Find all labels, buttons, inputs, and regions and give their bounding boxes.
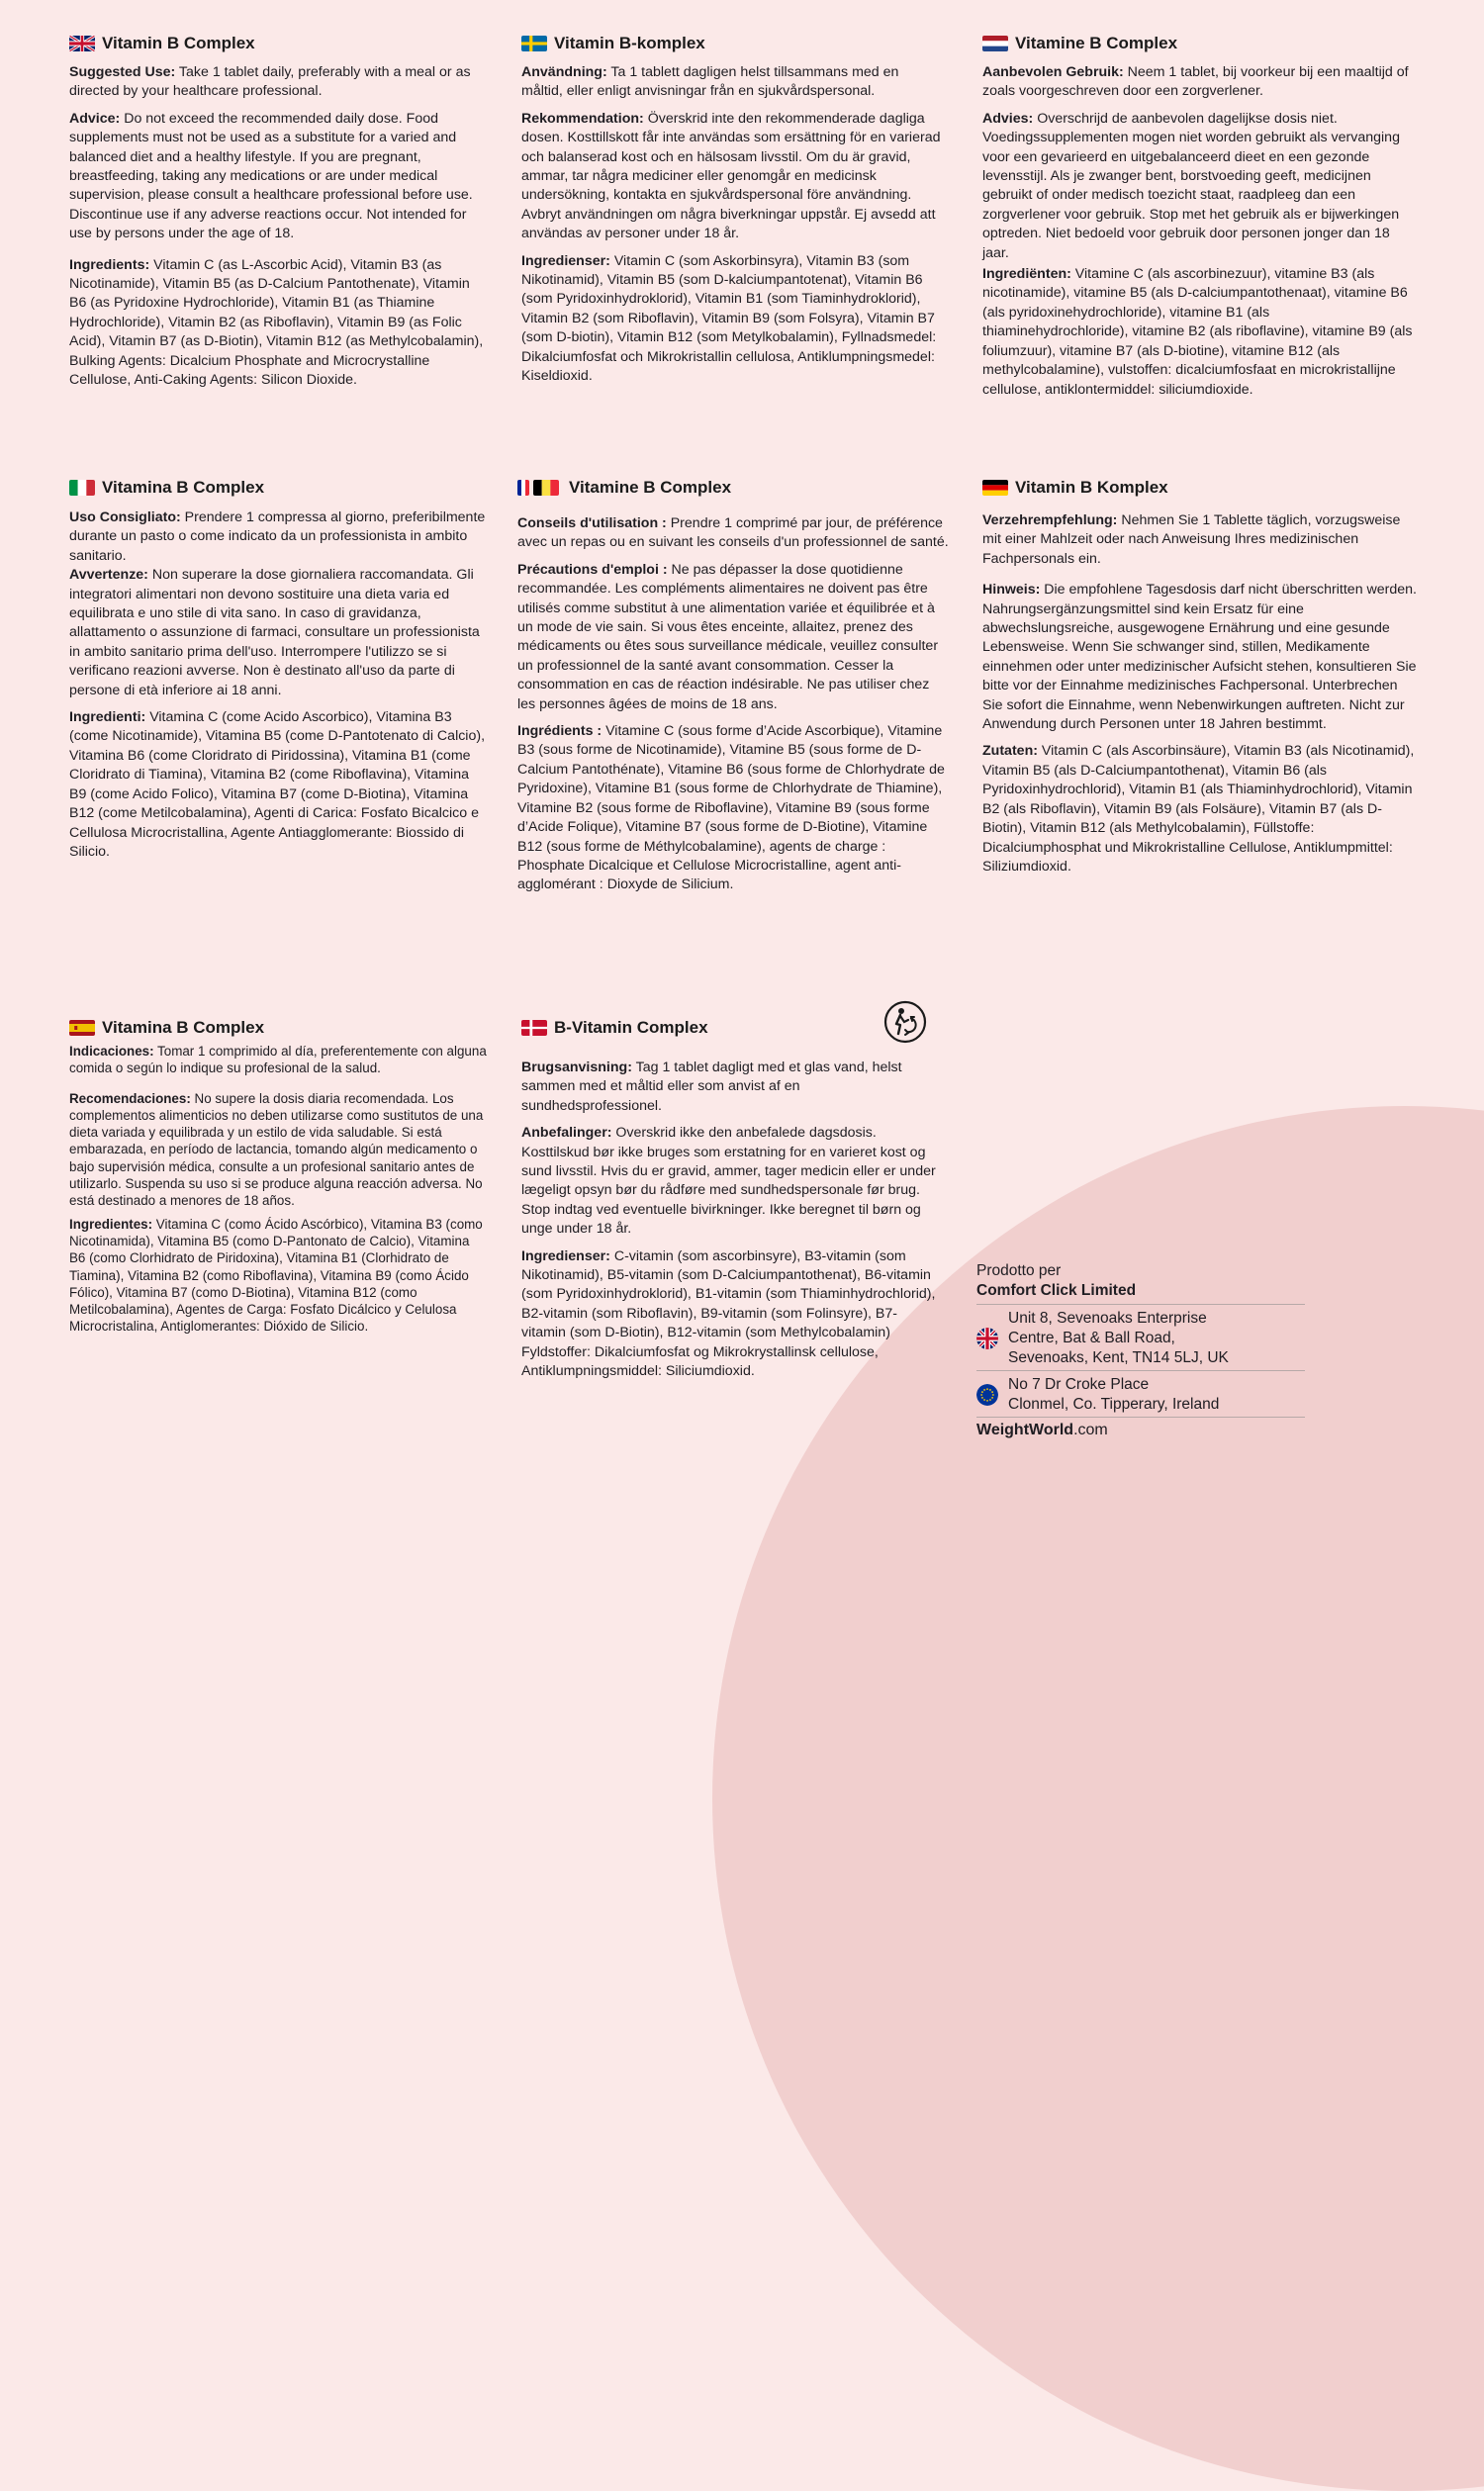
germany-flag-icon <box>982 480 1008 496</box>
produced-by-label: Prodotto per <box>976 1262 1062 1279</box>
section-french <box>517 476 950 895</box>
ingredients-paragraph: Ingredients: Vitamin C (as L-Ascorbic Acid), Vitamin B3 (as Nicotinamide), Vitamin B5 (as D-Calcium Pantothenate), Vitamin B6 (as Pyridoxine Hydrochloride), Vitamin B1 (as Thiamine Hydrochloride), Vitamin B2 (as Riboflavin), Vitamin B9 (as Folic Acid), Vitamin B7 (as D-Biotin), Vitamin B12 (as Methylcobalamin), Bulking Agents: Dicalcium Phosphate and Microcrystalline Cellulose, Anti-Caking Agents: Silicon Dioxide. <box>69 256 484 389</box>
spain-flag-icon <box>69 1020 95 1036</box>
manufacturer-info <box>976 1261 1305 1440</box>
section-title: Vitamin B Complex <box>102 34 255 52</box>
advice-paragraph: Advies: Overschrijd de aanbevolen dagelijkse dosis niet. Voedingssupplementen mogen niet worden gebruikt als vervanging voor een gevarieerd en uitgebalanceerd dieet en een gezonde levensstijl. Als je zwanger bent, borstvoeding geeft, medicijnen gebruikt of onder medisch toezicht staat, raadpleeg dan een zorgverlener voor gebruik. Stop met het gebruik als er bijwerkingen optreden. Niet bedoeld voor gebruik door personen jonger dan 18 jaar. <box>982 110 1400 261</box>
advice-paragraph: Hinweis: Die empfohlene Tagesdosis darf nicht überschritten werden. Nahrungsergänzungsmittel sind kein Ersatz für eine abwechslungsreiche, ausgewogene Ernährung und eine gesunde Lebensweise. Wenn Sie schwanger sind, stillen, Medikamente einnehmen oder unter medizinischer Aufsicht stehen, konsultieren Sie bitte vor der Einnahme medizinisches Fachpersonal. Unterbrechen Sie sofort die Einnahme, wenn Nebenwirkungen auftreten. Nicht zur Anwendung durch Personen unter 18 Jahren bestimmt. <box>982 582 1417 733</box>
belgium-flag-icon <box>533 480 559 496</box>
section-spanish <box>69 1016 487 1336</box>
usage-paragraph: Aanbevolen Gebruik: Neem 1 tablet, bij voorkeur bij een maaltijd of zoals voorgeschreven door een zorgverlener. <box>982 64 1409 100</box>
section-title: Vitamin B-komplex <box>554 34 705 52</box>
ingredients-paragraph: Ingredientes: Vitamina C (como Ácido Ascórbico), Vitamina B3 (como Nicotinamida), Vitamina B5 (como D-Pantonato de Calcio), Vitamina B6 (como Clorhidrato de Piridoxina), Vitamina B1 (Clorhidrato de Tiamina), Vitamina B2 (como Riboflavina), Vitamina B9 (como Ácido Fólico), Vitamina B7 (como D-Biotina), Vitamina B12 (como Metilcobalamina), Agentes de Carga: Fosfato Dicálcico y Celulosa Microcristalina, Antiglomerantes: Dióxido de Silicio. <box>69 1216 483 1335</box>
ingredients-paragraph: Ingrédients : Vitamine C (sous forme d’Acide Ascorbique), Vitamine B3 (sous forme de Nicotinamide), Vitamine B5 (sous forme de D-Calcium Pantothénate), Vitamine B6 (sous forme de Chlorhydrate de Pyridoxine), Vitamine B1 (sous forme de Chlorhydrate de Thiamine), Vitamine B2 (sous forme de Riboflavine), Vitamine B9 (sous forme d’Acide Folique), Vitamine B7 (sous forme de D-Biotine), Vitamine B12 (sous forme de Méthylcobalamine), agents de charge : Phosphate Dicalcique et Cellulose Microcristalline, agent anti-agglomérant : Dioxyde de Silicium. <box>517 723 945 893</box>
usage-paragraph: Uso Consigliato: Prendere 1 compressa al giorno, preferibilmente durante un pasto o come indicato da un professionista in ambito sanitario. <box>69 509 486 564</box>
netherlands-flag-icon <box>982 36 1008 51</box>
advice-paragraph: Rekommendation: Överskrid inte den rekommenderade dagliga dosen. Kosttillskott får inte användas som ersättning för en varierad och balanserad kost och en hälsosam livsstil. Om du är gravid, ammar, tar några mediciner eller genomgår en medicinsk undersökning, kontakta en sjukvårdspersonal före användning. Avbryt användningen om några biverkningar uppstår. Ej avsedd att användas av personer under 18 år. <box>521 110 941 242</box>
section-title: Vitamine B Complex <box>569 478 732 497</box>
ingredients-paragraph: Zutaten: Vitamin C (als Ascorbinsäure), Vitamin B3 (als Nicotinamid), Vitamin B5 (als D-Calciumpantothenat), Vitamin B6 (als Pyridoxinhydrochlorid), Vitamin B1 (als Thiaminhydrochlorid), Vitamin B2 (als Riboflavin), Vitamin B9 (als Folsäure), Vitamin B7 (als D-Biotin), Vitamin B12 (als Methylcobalamin), Füllstoffe: Dicalciumphosphat und Mikrokristalline Cellulose, Antiklumpmittel: Siliziumdioxid. <box>982 743 1415 875</box>
section-title: B-Vitamin Complex <box>554 1018 708 1037</box>
uk-address: Unit 8, Sevenoaks Enterprise Centre, Bat & Ball Road, Sevenoaks, Kent, TN14 5LJ, UK <box>976 1304 1305 1370</box>
usage-paragraph: Verzehrempfehlung: Nehmen Sie 1 Tablette täglich, vorzugsweise mit einer Mahlzeit oder nach Anweisung Ihres medizinischen Fachpersonals ein. <box>982 512 1401 567</box>
ireland-address: No 7 Dr Croke Place Clonmel, Co. Tipperary, Ireland <box>976 1370 1305 1417</box>
usage-paragraph: Indicaciones: Tomar 1 comprimido al día, preferentemente con alguna comida o según lo indique su profesional de la salud. <box>69 1044 487 1076</box>
usage-paragraph: Användning: Ta 1 tablett dagligen helst tillsammans med en måltid, eller enligt anvisningar från en sjukvårdspersonal. <box>521 64 899 100</box>
eu-flag-icon <box>976 1384 998 1406</box>
advice-paragraph: Précautions d'emploi : Ne pas dépasser la dose quotidienne recommandée. Les compléments alimentaires ne doivent pas être utilisés comme substitut à une alimentation variée et équilibrée et à un mode de vie sain. Si vous êtes enceinte, allaitez, prenez des médicaments ou êtes sous surveillance médicale, veuillez consulter un professionnel de la santé avant consommation. Cesser la consommation en cas de réaction indésirable. Ne pas utiliser chez les personnes âgées de moins de 18 ans. <box>517 561 939 712</box>
advice-paragraph: Advice: Do not exceed the recommended daily dose. Food supplements must not be used as a substitute for a varied and balanced diet and a healthy lifestyle. If you are pregnant, breastfeeding, taking any medications or are under medical supervision, please consult a healthcare professional before use. Discontinue use if any adverse reactions occur. Not intended for use by persons under the age of 18. <box>69 110 473 242</box>
suggested-use-paragraph: Suggested Use: Take 1 tablet daily, preferably with a meal or as directed by your healthcare professional. <box>69 64 471 100</box>
section-german <box>982 476 1418 876</box>
company-name: Comfort Click Limited <box>976 1282 1137 1299</box>
sweden-flag-icon <box>521 36 547 51</box>
brand-website: WeightWorld.com <box>976 1417 1305 1440</box>
ingredients-paragraph: Ingredienser: Vitamin C (som Askorbinsyra), Vitamin B3 (som Nikotinamid), Vitamin B5 (som D-kalciumpantotenat), Vitamin B6 (som Pyridoxinhydroklorid), Vitamin B1 (som Tiaminhydroklorid), Vitamin B2 (som Riboflavin), Vitamin B9 (som Folsyra), Vitamin B7 (som D-biotin), Vitamin B12 (som Metylkobalamin), Fyllnadsmedel: Dikalciumfosfat och Mikrokristallin cellulosa, Antiklumpningsmedel: Kiseldioxid. <box>521 252 937 385</box>
section-swedish <box>521 32 942 387</box>
advice-paragraph: Avvertenze: Non superare la dose giornaliera raccomandata. Gli integratori alimentari non devono sostituire una dieta varia ed equilibrata e uno stile di vita sano. In caso di gravidanza, allattamento o assunzione di farmaci, consultare un professionista in ambito sanitario prima dell'uso. Interrompere l'utilizzo se si verificano reazioni avverse. Non è destinato all'uso da parte di persone di età inferiore ai 18 anni. <box>69 567 480 698</box>
section-title: Vitamine B Complex <box>1015 34 1178 52</box>
section-title: Vitamin B Komplex <box>1015 478 1168 497</box>
france-flag-icon <box>517 480 529 496</box>
denmark-flag-icon <box>521 1020 547 1036</box>
triman-recycle-icon <box>883 1000 927 1044</box>
ingredients-paragraph: Ingredienser: C-vitamin (som ascorbinsyre), B3-vitamin (som Nikotinamid), B5-vitamin (som D-Calciumpantothenat), B6-vitamin (som Pyridoxinhydroklorid), B1-vitamin (som Thiaminhydrochlorid), B2-vitamin (som Riboflavin), B9-vitamin (som Folinsyre), B7-vitamin (som D-Biotin), B12-vitamin (som Methylcobalamin) Fyldstoffer: Dikalciumfosfat og Mikrokrystallinsk cellulose, Antiklumpningsmiddel: Siliciumdioxid. <box>521 1247 936 1380</box>
section-danish <box>521 1016 937 1382</box>
usage-paragraph: Conseils d'utilisation : Prendre 1 comprimé par jour, de préférence avec un repas ou en suivant les conseils d'un professionnel de santé. <box>517 515 949 551</box>
section-title: Vitamina B Complex <box>102 1018 265 1037</box>
section-english <box>69 32 485 391</box>
advice-paragraph: Recomendaciones: No supere la dosis diaria recomendada. Los complementos alimenticios no deben utilizarse como sustitutos de una dieta variada y equilibrada y un estilo de vida saludable. Si está embarazada, en período de lactancia, tomando algún medicamento o bajo supervisión médica, consulte a un profesional sanitario antes de utilizarlo. Suspenda su uso si se produce alguna reacción adversa. No está destinado a menores de 18 años. <box>69 1090 484 1209</box>
ingredients-paragraph: Ingrediënten: Vitamine C (als ascorbinezuur), vitamine B3 (als nicotinamide), vitamine B5 (als D-calciumpantothenaat), vitamine B6 (als pyridoxinehydrochloride), vitamine B1 (als thiaminehydrochloride), vitamine B2 (als riboflavine), vitamine B9 (als foliumzuur), vitamine B7 (als D-biotine), vitamine B12 (als methylcobalamine), vulstoffen: dicalciumfosfaat en microkristallijne cellulose, antiklontermiddel: siliciumdioxide. <box>982 266 1413 398</box>
section-dutch <box>982 32 1418 400</box>
uk-flag-icon <box>69 36 95 51</box>
usage-paragraph: Brugsanvisning: Tag 1 tablet dagligt med et glas vand, helst sammen med et måltid eller som anvist af en sundhedsprofessionel. <box>521 1060 902 1114</box>
section-title: Vitamina B Complex <box>102 478 265 497</box>
section-italian <box>69 476 487 862</box>
uk-flag-icon <box>976 1328 998 1349</box>
advice-paragraph: Anbefalinger: Overskrid ikke den anbefalede dagsdosis. Kosttilskud bør ikke bruges som erstatning for en varieret kost og sund livsstil. Hvis du er gravid, ammer, tager medicin eller er under lægeligt opsyn bør du rådføre med sundhedspersonale før brug. Stop indtag ved eventuelle bivirkninger. Ikke beregnet til børn og unge under 18 år. <box>521 1125 936 1238</box>
ingredients-paragraph: Ingredienti: Vitamina C (come Acido Ascorbico), Vitamina B3 (come Nicotinamide), Vitamina B5 (come D-Pantotenato di Calcio), Vitamina B6 (come Cloridrato di Piridossina), Vitamina B1 (come Cloridrato di Tiamina), Vitamina B2 (come Riboflavina), Vitamina B9 (come Acido Folico), Vitamina B7 (come D-Biotina), Vitamina B12 (come Metilcobalamina), Agenti di Carica: Fosfato Bicalcico e Cellulosa Microcristallina, Agente Antiagglomerante: Biossido di Silicio. <box>69 709 486 860</box>
italy-flag-icon <box>69 480 95 496</box>
